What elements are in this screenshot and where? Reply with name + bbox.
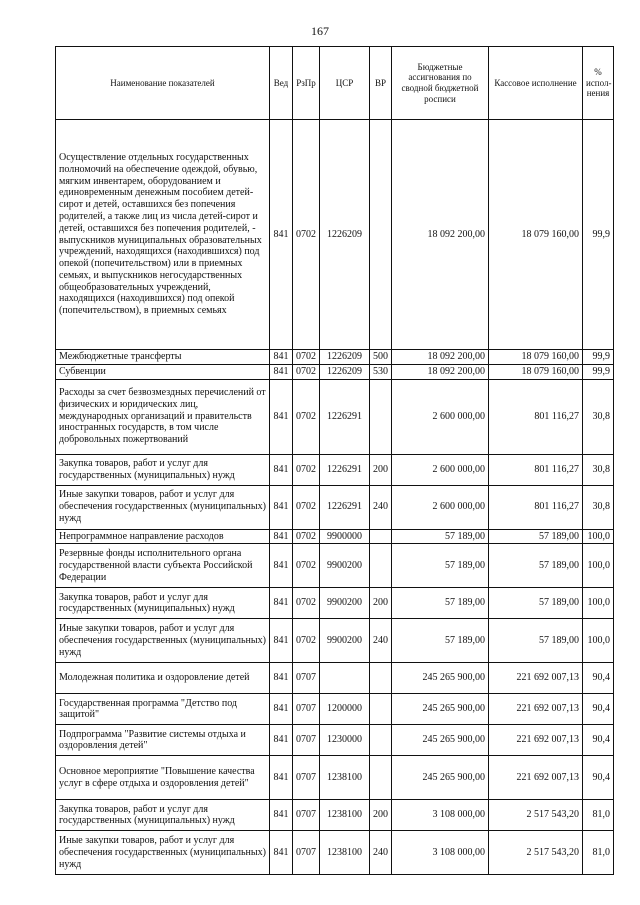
header-ved: Вед [270, 47, 293, 120]
cell-vr [370, 120, 392, 350]
table-row [56, 454, 614, 485]
cell-name: Подпрограмма "Развитие системы отдыха и оздоровления детей" [56, 725, 270, 756]
cell-name: Осуществление отдельных государственных полномочий на обеспечение одеждой, обувью, мягким инвентарем, оборудованием и единовременным денежным пособием детей-сирот и детей, оставшихся без попечения родителей, а также лиц из числа детей-сирот и детей, оставшихся без попечения родителей, - выпускников муниципальных образовательных учреждений, находящихся (находившихся) под опекой (попечительством) или в приемных семьях, и выпускников негосударственных общеобразовательных учреждений, находящихся (находившихся) под опекой (попечительством), в приемных семьях [56, 120, 270, 350]
cell-csr: 9900000 [320, 529, 370, 544]
cell-rzpr: 0702 [293, 364, 320, 379]
cell-name: Закупка товаров, работ и услуг для государственных (муниципальных) нужд [56, 588, 270, 619]
table-row [56, 663, 614, 694]
page-number: 167 [311, 24, 329, 38]
cell-cash: 57 189,00 [489, 619, 583, 663]
cell-csr: 1226209 [320, 364, 370, 379]
cell-budget: 245 265 900,00 [392, 663, 489, 694]
cell-budget: 57 189,00 [392, 544, 489, 588]
table-row [56, 800, 614, 831]
header-name: Наименование показателей [56, 47, 270, 120]
cell-name: Закупка товаров, работ и услуг для государственных (муниципальных) нужд [56, 800, 270, 831]
cell-ved: 841 [270, 120, 293, 350]
cell-rzpr: 0702 [293, 619, 320, 663]
cell-csr: 9900200 [320, 619, 370, 663]
cell-ved: 841 [270, 544, 293, 588]
table-row [56, 756, 614, 800]
header-percent: % испол-нения [583, 47, 614, 120]
table-row [56, 544, 614, 588]
cell-rzpr: 0702 [293, 454, 320, 485]
cell-vr: 200 [370, 800, 392, 831]
header-cash: Кассовое исполнение [489, 47, 583, 120]
cell-cash: 57 189,00 [489, 588, 583, 619]
cell-cash: 57 189,00 [489, 544, 583, 588]
cell-percent: 100,0 [583, 588, 614, 619]
cell-cash: 221 692 007,13 [489, 725, 583, 756]
cell-budget: 245 265 900,00 [392, 694, 489, 725]
cell-csr: 1226291 [320, 485, 370, 529]
cell-percent: 81,0 [583, 831, 614, 875]
cell-vr [370, 694, 392, 725]
cell-percent: 81,0 [583, 800, 614, 831]
cell-budget: 2 600 000,00 [392, 485, 489, 529]
cell-cash: 221 692 007,13 [489, 663, 583, 694]
cell-csr: 1238100 [320, 831, 370, 875]
cell-vr [370, 725, 392, 756]
table-header-row [56, 47, 614, 120]
cell-percent: 100,0 [583, 544, 614, 588]
cell-rzpr: 0707 [293, 725, 320, 756]
cell-ved: 841 [270, 485, 293, 529]
table-row [56, 120, 614, 350]
cell-csr: 1226291 [320, 379, 370, 454]
cell-percent: 99,9 [583, 350, 614, 365]
cell-cash: 801 116,27 [489, 379, 583, 454]
cell-budget: 2 600 000,00 [392, 379, 489, 454]
cell-cash: 2 517 543,20 [489, 800, 583, 831]
cell-name: Иные закупки товаров, работ и услуг для обеспечения государственных (муниципальных) нужд [56, 619, 270, 663]
cell-cash: 2 517 543,20 [489, 831, 583, 875]
cell-name: Закупка товаров, работ и услуг для государственных (муниципальных) нужд [56, 454, 270, 485]
table-row [56, 694, 614, 725]
cell-name: Иные закупки товаров, работ и услуг для обеспечения государственных (муниципальных) нужд [56, 831, 270, 875]
cell-vr: 240 [370, 485, 392, 529]
cell-csr: 1200000 [320, 694, 370, 725]
cell-budget: 57 189,00 [392, 619, 489, 663]
cell-vr: 240 [370, 619, 392, 663]
cell-cash: 57 189,00 [489, 529, 583, 544]
cell-rzpr: 0707 [293, 756, 320, 800]
cell-csr: 1226209 [320, 120, 370, 350]
cell-ved: 841 [270, 364, 293, 379]
cell-name: Межбюджетные трансферты [56, 350, 270, 365]
cell-budget: 57 189,00 [392, 588, 489, 619]
cell-percent: 100,0 [583, 529, 614, 544]
cell-vr: 530 [370, 364, 392, 379]
cell-name: Основное мероприятие "Повышение качества услуг в сфере отдыха и оздоровления детей" [56, 756, 270, 800]
cell-percent: 90,4 [583, 663, 614, 694]
cell-csr: 1226291 [320, 454, 370, 485]
cell-csr: 1238100 [320, 800, 370, 831]
cell-budget: 3 108 000,00 [392, 831, 489, 875]
cell-csr: 1238100 [320, 756, 370, 800]
cell-ved: 841 [270, 663, 293, 694]
cell-budget: 57 189,00 [392, 529, 489, 544]
cell-rzpr: 0702 [293, 350, 320, 365]
table-row [56, 588, 614, 619]
cell-ved: 841 [270, 454, 293, 485]
cell-vr [370, 529, 392, 544]
header-rzpr: РзПр [293, 47, 320, 120]
cell-name: Молодежная политика и оздоровление детей [56, 663, 270, 694]
cell-name: Непрограммное направление расходов [56, 529, 270, 544]
table-row [56, 485, 614, 529]
cell-rzpr: 0707 [293, 694, 320, 725]
cell-ved: 841 [270, 529, 293, 544]
cell-vr [370, 756, 392, 800]
table-row [56, 725, 614, 756]
table-row [56, 831, 614, 875]
cell-ved: 841 [270, 725, 293, 756]
cell-percent: 90,4 [583, 694, 614, 725]
cell-percent: 99,9 [583, 120, 614, 350]
cell-budget: 18 092 200,00 [392, 350, 489, 365]
cell-rzpr: 0707 [293, 800, 320, 831]
table-row [56, 619, 614, 663]
table-row [56, 350, 614, 365]
cell-vr: 200 [370, 454, 392, 485]
cell-csr [320, 663, 370, 694]
cell-csr: 9900200 [320, 588, 370, 619]
cell-budget: 2 600 000,00 [392, 454, 489, 485]
cell-ved: 841 [270, 831, 293, 875]
cell-rzpr: 0702 [293, 485, 320, 529]
cell-csr: 1226209 [320, 350, 370, 365]
cell-name: Расходы за счет безвозмездных перечислений от физических и юридических лиц, международных организаций и правительств иностранных государств, в том числе добровольных пожертвований [56, 379, 270, 454]
cell-vr: 240 [370, 831, 392, 875]
cell-rzpr: 0702 [293, 379, 320, 454]
cell-rzpr: 0702 [293, 544, 320, 588]
cell-csr: 9900200 [320, 544, 370, 588]
cell-ved: 841 [270, 694, 293, 725]
cell-percent: 30,8 [583, 454, 614, 485]
cell-rzpr: 0707 [293, 663, 320, 694]
cell-rzpr: 0707 [293, 831, 320, 875]
cell-vr [370, 663, 392, 694]
cell-ved: 841 [270, 379, 293, 454]
cell-percent: 90,4 [583, 725, 614, 756]
cell-budget: 245 265 900,00 [392, 756, 489, 800]
cell-cash: 801 116,27 [489, 485, 583, 529]
cell-name: Резервные фонды исполнительного органа государственной власти субъекта Российской Федерации [56, 544, 270, 588]
cell-percent: 99,9 [583, 364, 614, 379]
cell-vr [370, 379, 392, 454]
cell-rzpr: 0702 [293, 588, 320, 619]
budget-table [55, 46, 614, 875]
cell-csr: 1230000 [320, 725, 370, 756]
cell-percent: 30,8 [583, 485, 614, 529]
header-csr: ЦСР [320, 47, 370, 120]
cell-budget: 245 265 900,00 [392, 725, 489, 756]
cell-budget: 3 108 000,00 [392, 800, 489, 831]
table-row [56, 364, 614, 379]
header-vr: ВР [370, 47, 392, 120]
cell-cash: 18 079 160,00 [489, 364, 583, 379]
cell-cash: 801 116,27 [489, 454, 583, 485]
cell-ved: 841 [270, 619, 293, 663]
cell-cash: 18 079 160,00 [489, 350, 583, 365]
cell-ved: 841 [270, 588, 293, 619]
header-budget: Бюджетные ассигнования по сводной бюджетной росписи [392, 47, 489, 120]
cell-vr: 200 [370, 588, 392, 619]
table-row [56, 529, 614, 544]
cell-cash: 221 692 007,13 [489, 756, 583, 800]
cell-name: Иные закупки товаров, работ и услуг для обеспечения государственных (муниципальных) нужд [56, 485, 270, 529]
cell-name: Субвенции [56, 364, 270, 379]
cell-name: Государственная программа "Детство под защитой" [56, 694, 270, 725]
cell-ved: 841 [270, 756, 293, 800]
cell-cash: 18 079 160,00 [489, 120, 583, 350]
cell-cash: 221 692 007,13 [489, 694, 583, 725]
cell-rzpr: 0702 [293, 120, 320, 350]
cell-percent: 30,8 [583, 379, 614, 454]
cell-percent: 100,0 [583, 619, 614, 663]
table-row [56, 379, 614, 454]
cell-budget: 18 092 200,00 [392, 364, 489, 379]
cell-budget: 18 092 200,00 [392, 120, 489, 350]
cell-vr: 500 [370, 350, 392, 365]
cell-ved: 841 [270, 350, 293, 365]
cell-rzpr: 0702 [293, 529, 320, 544]
cell-ved: 841 [270, 800, 293, 831]
cell-percent: 90,4 [583, 756, 614, 800]
cell-vr [370, 544, 392, 588]
